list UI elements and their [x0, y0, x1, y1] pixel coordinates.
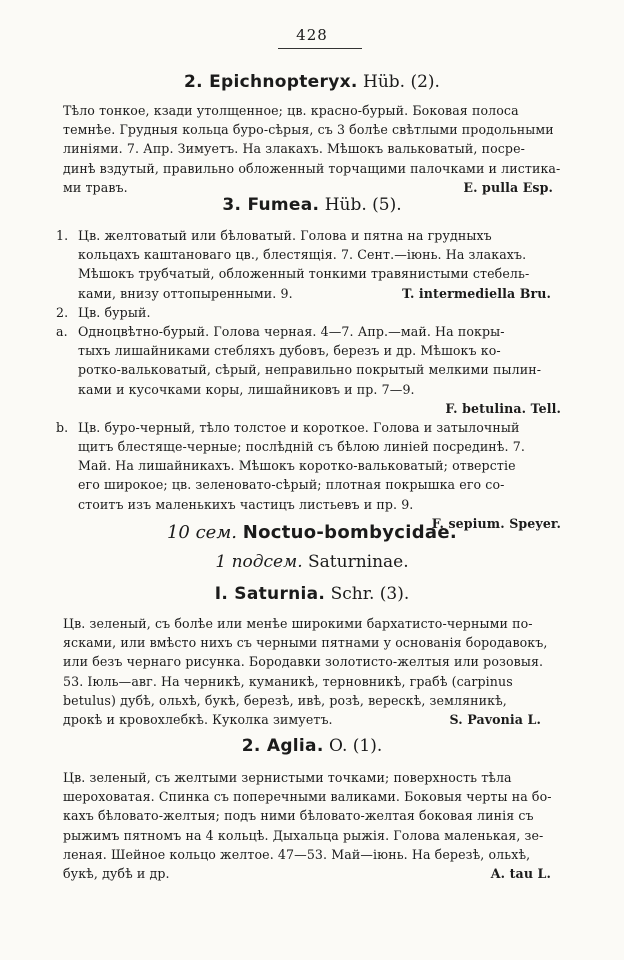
text-line: 53. Іюль—авг. На черникѣ, куманикѣ, терновникѣ, грабѣ (carpinus	[63, 673, 513, 689]
species-name: T. intermediella Bru.	[402, 285, 551, 301]
text-line: ками и кусочками коры, лишайниковъ и пр. 7—9.	[78, 381, 415, 397]
text-line	[63, 864, 571, 883]
text-line	[56, 284, 571, 303]
text-line	[56, 399, 571, 418]
key-label: b.	[56, 419, 69, 435]
text-line: стоитъ изъ маленькихъ частицъ листьевъ и пр. 9.	[78, 496, 414, 512]
text-line: betulus) дубѣ, ольхѣ, букѣ, березѣ, ивѣ, розѣ, верескѣ, земляникѣ,	[63, 692, 507, 708]
text-line	[63, 710, 571, 729]
text-fragment: Цв. буро-черный, тѣло толстое и короткое. Голова и затылочный	[78, 419, 520, 435]
text-fragment: Цв. бурый.	[78, 304, 151, 320]
text-line: тыхъ лишайниками стебляхъ дубовъ, березъ и др. Мѣшокъ ко-	[78, 343, 501, 359]
genus-name: 2. Aglia.	[241, 736, 324, 756]
text-line: или безъ чернаго рисунка. Бородавки золотисто-желтыя или розовыя.	[63, 654, 544, 670]
text-line: кольцахъ каштановаго цв., блестящія. 7. Сент.—іюнь. На злакахъ.	[78, 247, 527, 263]
text-line: Май. На лишайникахъ. Мѣшокъ коротко-вальковатый; отверстіе	[78, 458, 516, 474]
family-name: Noctuo-bombycidae.	[242, 522, 458, 543]
species-name: E. pulla Esp.	[463, 179, 553, 195]
text-line: шероховатая. Спинка съ поперечными валиками. Боковыя черты на бо-	[63, 789, 552, 805]
key-line	[56, 418, 571, 437]
description-saturnia	[63, 614, 571, 729]
key-label: 1.	[56, 228, 69, 243]
text-line: Цв. зеленый, съ желтыми зернистыми точками; поверхность тѣла	[63, 770, 512, 785]
key-line	[56, 226, 571, 245]
genus-author: O. (1).	[329, 736, 383, 756]
genus-name: 2. Epichnopteryx.	[184, 72, 358, 92]
genus-heading-fumea	[0, 195, 624, 215]
family-heading	[0, 522, 624, 543]
text-fragment: ми травъ.	[63, 179, 128, 195]
text-line: его широкое; цв. зеленовато-сѣрый; плотная покрышка его со-	[78, 477, 505, 493]
text-line: ротко-вальковатый, сѣрый, неправильно покрытый мелкими пылин-	[78, 362, 542, 378]
key-fumea	[56, 226, 571, 533]
text-fragment: Одноцвѣтно-бурый. Голова черная. 4—7. Апр.—май. На покры-	[78, 323, 505, 339]
species-name: F. sepium. Speyer.	[431, 515, 561, 531]
subfamily-prefix: 1 подсем.	[215, 552, 303, 572]
genus-author: Hüb. (5).	[324, 195, 402, 215]
text-line: Цв. зеленый, съ болѣе или менѣе широкими бархатисто-черными по-	[63, 616, 533, 631]
family-prefix: 10 сем.	[166, 522, 237, 543]
text-fragment: Цв. желтоватый или бѣловатый. Голова и пятна на грудныхъ	[78, 228, 492, 243]
key-label: a.	[56, 323, 68, 339]
genus-heading-aglia	[0, 736, 624, 756]
description-aglia	[63, 768, 571, 883]
text-fragment: дрокѣ и кровохлебкѣ. Куколка зимуетъ.	[63, 711, 333, 727]
text-line: динѣ вздутый, правильно обложенный торчащими палочками и листика-	[63, 160, 561, 176]
key-line	[56, 303, 571, 322]
species-name: F. betulina. Tell.	[445, 400, 561, 416]
page-number-rule	[278, 48, 362, 49]
text-line: щитъ блестяще-черные; послѣдній съ бѣлою линіей посрединѣ. 7.	[78, 439, 525, 455]
text-line: рыжимъ пятномъ на 4 кольцѣ. Дыхальца рыжія. Голова маленькая, зе-	[63, 827, 544, 843]
key-label: 2.	[56, 304, 69, 320]
text-line: Тѣло тонкое, кзади утолщенное; цв. красно-бурый. Боковая полоса	[63, 103, 519, 118]
genus-heading-saturnia	[0, 584, 624, 604]
genus-heading-epichnopteryx	[0, 72, 624, 92]
text-line: Мѣшокъ трубчатый, обложенный тонкими травянистыми стебель-	[78, 266, 530, 282]
subfamily-name: Saturninae.	[308, 552, 409, 572]
subfamily-heading	[0, 552, 624, 572]
text-line: леная. Шейное кольцо желтое. 47—53. Май—іюнь. На березѣ, ольхѣ,	[63, 846, 531, 862]
key-line	[56, 322, 571, 341]
text-line: ясками, или вмѣсто нихъ съ черными пятнами у основанія бородавокъ,	[63, 635, 548, 651]
text-line: темнѣе. Грудныя кольца буро-сѣрыя, съ 3 болѣе свѣтлыми продольными	[63, 122, 554, 138]
description-epichnopteryx	[63, 101, 571, 197]
text-fragment: букѣ, дубѣ и др.	[63, 865, 170, 881]
genus-name: 3. Fumea.	[222, 195, 320, 215]
species-name: S. Pavonia L.	[449, 711, 541, 727]
genus-name: I. Saturnia.	[214, 584, 326, 604]
text-line: линіями. 7. Апр. Зимуетъ. На злакахъ. Мѣшокъ вальковатый, посре-	[63, 141, 525, 157]
genus-author: Hüb. (2).	[363, 72, 440, 92]
genus-author: Schr. (3).	[330, 584, 410, 604]
text-fragment: ками, внизу оттопыренными. 9.	[78, 285, 293, 301]
text-line: кахъ бѣловато-желтыя; подъ ними бѣловато-желтая боковая линія съ	[63, 808, 534, 824]
page-number: 428	[296, 26, 328, 44]
species-name: A. tau L.	[490, 865, 551, 881]
